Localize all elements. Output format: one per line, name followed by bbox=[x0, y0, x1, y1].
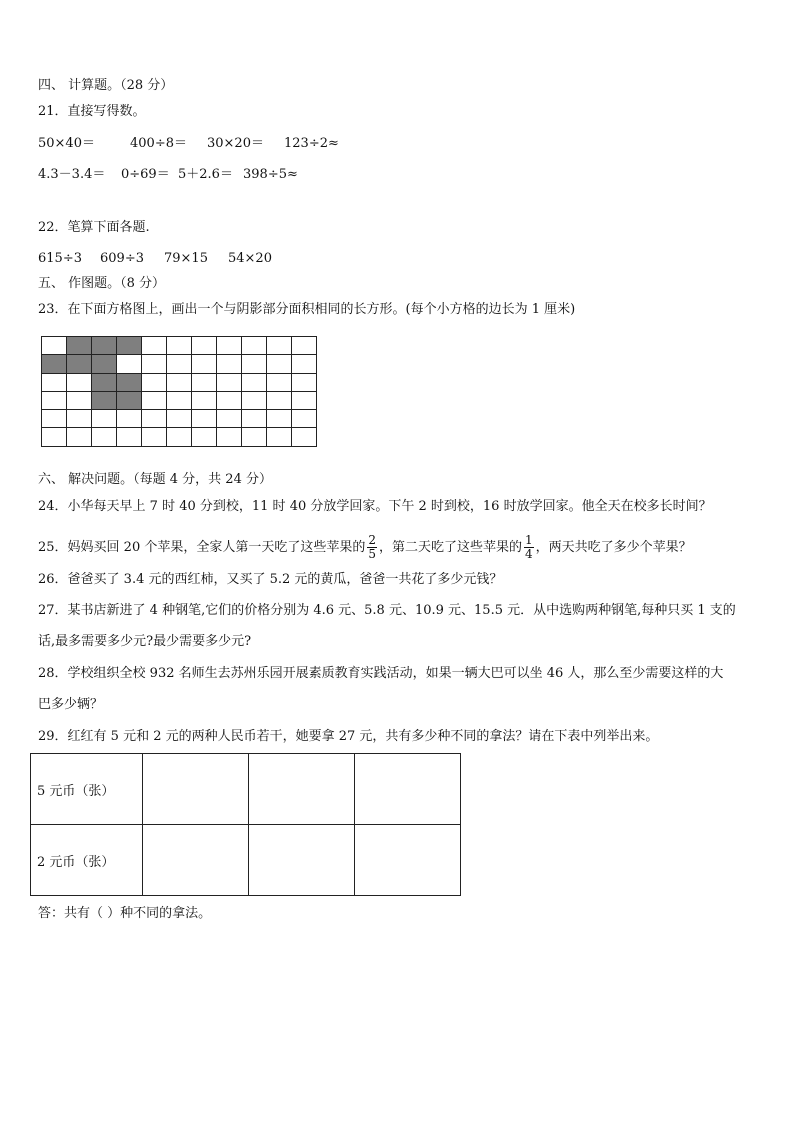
fraction-numerator: 2 bbox=[368, 533, 376, 547]
grid-cell-shaded bbox=[67, 337, 92, 355]
grid-cell bbox=[42, 374, 67, 392]
calc-item: 400÷8＝ bbox=[130, 136, 187, 151]
grid-cell bbox=[192, 337, 217, 355]
fraction-one-fourth bbox=[524, 534, 534, 561]
grid-cell-shaded bbox=[92, 392, 117, 410]
q25-part3: ，两天共吃了多少个苹果？ bbox=[535, 540, 692, 555]
grid-cell bbox=[292, 392, 317, 410]
grid-cell bbox=[92, 428, 117, 446]
grid-cell bbox=[142, 392, 167, 410]
grid-cell bbox=[242, 337, 267, 355]
calc-item: 30×20＝ bbox=[207, 136, 264, 151]
calc-item: 615÷3 bbox=[38, 251, 82, 266]
grid-cell bbox=[242, 355, 267, 373]
q28-line2: 巴多少辆？ bbox=[38, 697, 104, 712]
table-row bbox=[31, 754, 461, 825]
grid-cell bbox=[267, 392, 292, 410]
grid-cell-shaded bbox=[67, 355, 92, 373]
q27-line2: 话,最多需要多少元?最少需要多少元? bbox=[38, 634, 252, 649]
grid-cell bbox=[192, 410, 217, 428]
grid-cell bbox=[267, 374, 292, 392]
calc-item: 123÷2≈ bbox=[284, 136, 339, 151]
section6-title: 六、 解决问题。（每题 4 分，共 24 分） bbox=[38, 472, 272, 487]
grid-cell bbox=[267, 355, 292, 373]
grid-cell bbox=[167, 410, 192, 428]
grid-cell-shaded bbox=[92, 337, 117, 355]
grid-cell bbox=[192, 355, 217, 373]
money-table bbox=[30, 753, 461, 896]
calc-item: 398÷5≈ bbox=[243, 167, 298, 182]
q25-part1: 25．妈妈买回 20 个苹果，全家人第一天吃了这些苹果的 bbox=[38, 540, 366, 555]
grid-cell bbox=[142, 410, 167, 428]
grid-cell bbox=[292, 410, 317, 428]
grid-cell bbox=[292, 428, 317, 446]
grid-cell bbox=[217, 410, 242, 428]
grid-cell-shaded bbox=[117, 337, 142, 355]
grid-cell bbox=[242, 374, 267, 392]
grid-cell bbox=[67, 428, 92, 446]
grid-cell bbox=[217, 337, 242, 355]
grid-cell-shaded bbox=[92, 355, 117, 373]
q25-part2: ，第二天吃了这些苹果的 bbox=[379, 540, 523, 555]
q28-line1: 28．学校组织全校 932 名师生去苏州乐园开展素质教育实践活动，如果一辆大巴可以坐 46 人，那么至少需要这样的大 bbox=[38, 666, 724, 681]
grid-cell bbox=[217, 428, 242, 446]
grid-cell bbox=[217, 392, 242, 410]
calc-item: 54×20 bbox=[228, 251, 272, 266]
answer-cell[interactable] bbox=[249, 825, 355, 896]
q21-prompt: 21．直接写得数。 bbox=[38, 104, 146, 119]
row-label-2yuan: 2 元币（张） bbox=[31, 825, 143, 896]
fraction-denominator: 4 bbox=[525, 547, 533, 561]
q29-answer: 答：共有（ ）种不同的拿法。 bbox=[38, 906, 212, 921]
q29-prompt: 29．红红有 5 元和 2 元的两种人民币若干，她要拿 27 元，共有多少种不同的拿法？请在下表中列举出来。 bbox=[38, 729, 659, 744]
calc-item: 609÷3 bbox=[100, 251, 144, 266]
grid-cell bbox=[92, 410, 117, 428]
row-label-5yuan: 5 元币（张） bbox=[31, 754, 143, 825]
grid-cell-shaded bbox=[117, 392, 142, 410]
calc-item: 5＋2.6＝ bbox=[178, 167, 233, 182]
q27-line1: 27．某书店新进了 4 种钢笔,它们的价格分别为 4.6 元、5.8 元、10.9 元、15.5 元．从中选购两种钢笔,每种只买 1 支的 bbox=[38, 603, 736, 618]
q22-prompt: 22．笔算下面各题. bbox=[38, 220, 150, 235]
q22-items bbox=[38, 251, 272, 267]
grid-cell bbox=[292, 355, 317, 373]
square-grid bbox=[41, 336, 317, 447]
grid-cell bbox=[167, 428, 192, 446]
q24-text: 24．小华每天早上 7 时 40 分到校，11 时 40 分放学回家。下午 2 时到校，16 时放学回家。他全天在校多长时间？ bbox=[38, 499, 712, 514]
grid-cell bbox=[242, 392, 267, 410]
grid-cell bbox=[217, 374, 242, 392]
grid-cell bbox=[117, 410, 142, 428]
grid-cell bbox=[117, 355, 142, 373]
grid-cell bbox=[242, 428, 267, 446]
q26-text: 26．爸爸买了 3.4 元的西红柿，又买了 5.2 元的黄瓜，爸爸一共花了多少元钱？ bbox=[38, 572, 503, 587]
fraction-denominator: 5 bbox=[368, 547, 376, 561]
answer-cell[interactable] bbox=[355, 754, 461, 825]
calc-item: 50×40＝ bbox=[38, 136, 95, 151]
answer-cell[interactable] bbox=[143, 825, 249, 896]
q21-row2 bbox=[38, 167, 298, 183]
grid-cell bbox=[117, 428, 142, 446]
calc-item: 0÷69＝ bbox=[121, 167, 170, 182]
grid-cell bbox=[142, 428, 167, 446]
grid-cell bbox=[192, 374, 217, 392]
fraction-numerator: 1 bbox=[525, 533, 533, 547]
grid-cell bbox=[67, 374, 92, 392]
section4-title: 四、 计算题。（28 分） bbox=[38, 78, 174, 93]
grid-cell bbox=[167, 337, 192, 355]
grid-cell-shaded bbox=[92, 374, 117, 392]
grid-cell bbox=[192, 392, 217, 410]
grid-cell bbox=[142, 374, 167, 392]
grid-cell bbox=[67, 392, 92, 410]
grid-cell bbox=[42, 428, 67, 446]
answer-cell[interactable] bbox=[355, 825, 461, 896]
grid-cell bbox=[267, 337, 292, 355]
q25-text bbox=[38, 530, 692, 566]
grid-cell bbox=[292, 374, 317, 392]
grid-cell bbox=[167, 355, 192, 373]
grid-cell-shaded bbox=[117, 374, 142, 392]
grid-cell bbox=[142, 337, 167, 355]
grid-cell bbox=[292, 337, 317, 355]
fraction-two-fifths bbox=[367, 534, 377, 561]
grid-cell bbox=[192, 428, 217, 446]
grid-cell bbox=[42, 337, 67, 355]
section5-title: 五、 作图题。（8 分） bbox=[38, 276, 166, 291]
grid-cell-shaded bbox=[42, 355, 67, 373]
calc-item: 4.3－3.4＝ bbox=[38, 167, 106, 182]
grid-cell bbox=[42, 392, 67, 410]
grid-cell bbox=[267, 410, 292, 428]
answer-cell[interactable] bbox=[249, 754, 355, 825]
grid-cell bbox=[217, 355, 242, 373]
grid-cell bbox=[242, 410, 267, 428]
grid-cell bbox=[167, 374, 192, 392]
grid-cell bbox=[142, 355, 167, 373]
grid-cell bbox=[267, 428, 292, 446]
grid-cell bbox=[42, 410, 67, 428]
grid-cell bbox=[167, 392, 192, 410]
q21-row1 bbox=[38, 136, 339, 152]
grid-cell bbox=[67, 410, 92, 428]
table-row bbox=[31, 825, 461, 896]
q23-prompt: 23．在下面方格图上，画出一个与阴影部分面积相同的长方形。(每个小方格的边长为 1 厘米) bbox=[38, 302, 576, 317]
answer-cell[interactable] bbox=[143, 754, 249, 825]
calc-item: 79×15 bbox=[164, 251, 208, 266]
